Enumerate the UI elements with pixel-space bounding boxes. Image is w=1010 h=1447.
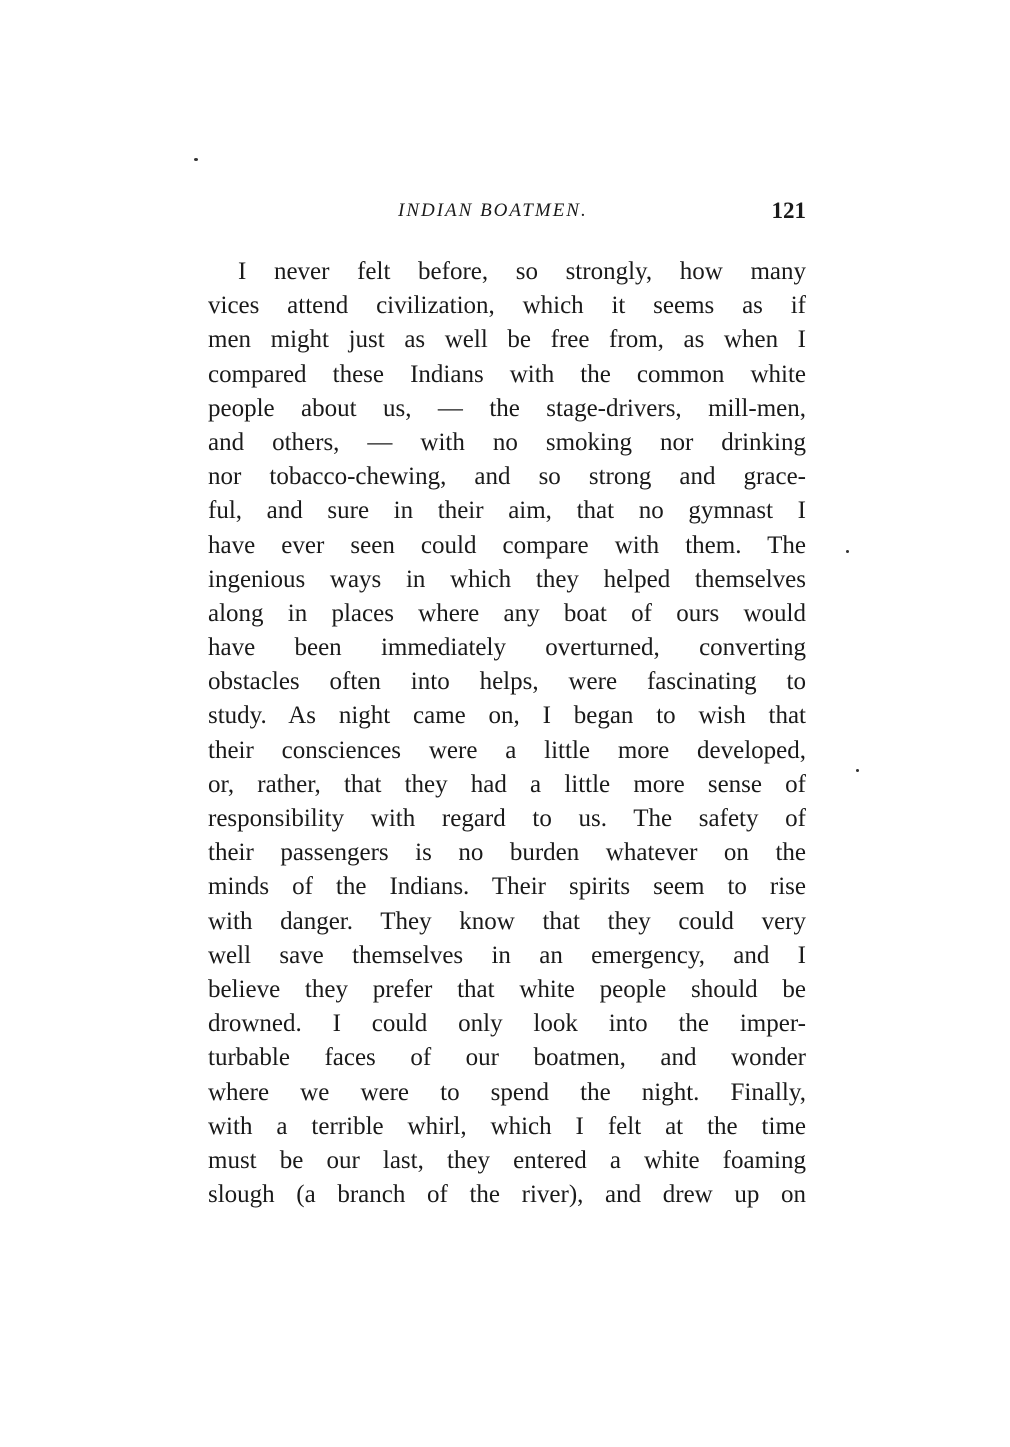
page-number: 121 [771, 198, 806, 223]
text-line: and others, — with no smoking nor drinking [208, 428, 806, 456]
text-line: study. As night came on, I began to wish that [208, 702, 806, 730]
text-line: must be our last, they entered a white foaming [208, 1146, 806, 1174]
text-line: have ever seen could compare with them. The [208, 531, 806, 559]
text-line: ful, and sure in their aim, that no gymnast I [208, 497, 806, 525]
text-line: I never felt before, so strongly, how many [238, 258, 806, 285]
text-line: nor tobacco-chewing, and so strong and grace- [208, 463, 806, 491]
text-line: their consciences were a little more developed, [208, 736, 806, 764]
text-line: their passengers is no burden whatever on the [208, 839, 806, 867]
text-line: ingenious ways in which they helped themselves [208, 565, 806, 593]
text-line: slough (a branch of the river), and drew up on [208, 1181, 806, 1209]
body-text [208, 255, 806, 1212]
text-line: along in places where any boat of ours would [208, 599, 806, 627]
print-speck [846, 550, 849, 553]
text-line: minds of the Indians. Their spirits seem to rise [208, 873, 806, 901]
text-line: people about us, — the stage-drivers, mill-men, [208, 394, 806, 422]
text-line: believe they prefer that white people should be [208, 975, 806, 1003]
text-line: where we were to spend the night. Finally, [208, 1078, 806, 1106]
text-line: well save themselves in an emergency, and I [208, 941, 806, 969]
text-line: responsibility with regard to us. The safety of [208, 805, 806, 832]
text-line: obstacles often into helps, were fascinating to [208, 668, 806, 696]
text-line: drowned. I could only look into the imper- [208, 1010, 806, 1038]
print-speck [194, 158, 198, 161]
text-line: vices attend civilization, which it seems as if [208, 292, 806, 320]
page-header [208, 198, 806, 228]
text-line: turbable faces of our boatmen, and wonder [208, 1044, 806, 1072]
text-line: or, rather, that they had a little more sense of [208, 770, 806, 798]
running-head: INDIAN BOATMEN. [398, 200, 588, 221]
text-line: with danger. They know that they could very [208, 907, 806, 935]
text-line: have been immediately overturned, converting [208, 634, 806, 662]
print-speck [856, 769, 859, 772]
text-line: compared these Indians with the common white [208, 360, 806, 388]
text-line: with a terrible whirl, which I felt at the time [208, 1112, 806, 1140]
text-line: men might just as well be free from, as when I [208, 326, 806, 354]
